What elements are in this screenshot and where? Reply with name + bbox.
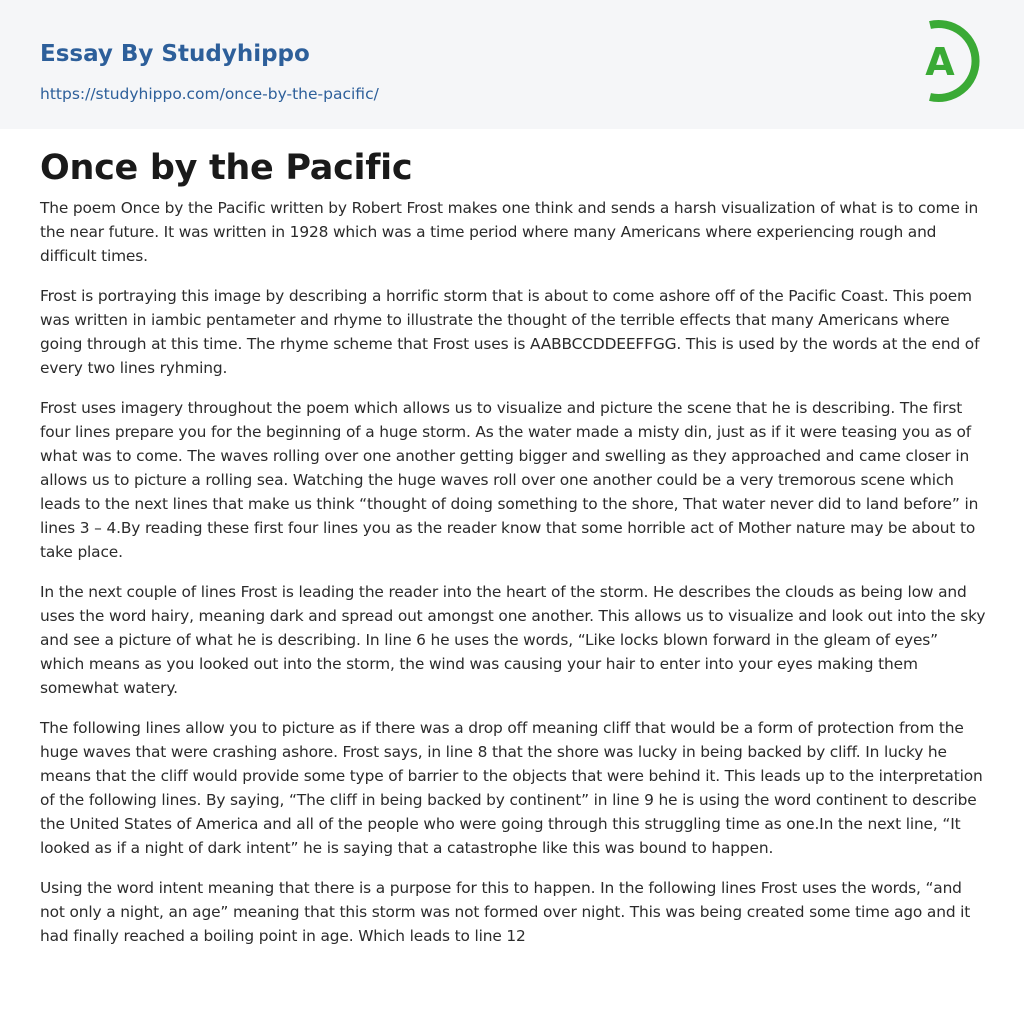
essay-paragraph-5: The following lines allow you to picture as if there was a drop off meaning cliff that would be a form of protection from the huge waves that were crashing ashore. Frost says, in line 8 that the shore was lucky in being backed by cliff. In lucky he means that the cliff would provide some type of barrier to the objects that were behind it. This leads up to the interpretation of the following lines. By saying, “The cliff in being backed by continent” in line 9 he is using the word continent to describe the United States of America and all of the people who were going through this struggling time as one.In the next line, “It looked as if a night of dark intent” he is saying that a catastrophe like this was bound to happen. xyxy=(40,719,983,857)
site-header xyxy=(0,0,1024,129)
essay-content xyxy=(40,129,986,964)
essay-paragraph-1: The poem Once by the Pacific written by Robert Frost makes one think and sends a harsh visualization of what is to come in the near future. It was written in 1928 which was a time period where many Americans where experiencing rough and difficult times. xyxy=(40,199,979,265)
studyhippo-logo-icon[interactable] xyxy=(904,17,988,105)
essay-paragraph-6: Using the word intent meaning that there is a purpose for this to happen. In the following lines Frost uses the words, “and not only a night, an age” meaning that this storm was not formed over night. This was being created some time ago and it had finally reached a boiling point in age. Which leads to line 12 xyxy=(40,879,971,945)
essay-paragraph-3: Frost uses imagery throughout the poem which allows us to visualize and picture the scene that he is describing. The first four lines prepare you for the beginning of a huge storm. As the water made a misty din, just as if it were teasing you as of what was to come. The waves rolling over one another getting bigger and swelling as they approached and came closer in allows us to picture a rolling sea. Watching the huge waves roll over one another could be a very tremorous scene which leads to the next lines that make us think “thought of doing something to the shore, That water never did to land before” in lines 3 – 4.By reading these first four lines you as the reader know that some horrible act of Mother nature may be about to take place. xyxy=(40,399,979,561)
essay-paragraph-4: In the next couple of lines Frost is leading the reader into the heart of the storm. He describes the clouds as being low and uses the word hairy, meaning dark and spread out amongst one another. This allows us to visualize and look out into the sky and see a picture of what he is describing. In line 6 he uses the words, “Like locks blown forward in the gleam of eyes” which means as you looked out into the storm, the wind was causing your hair to enter into your eyes making them somewhat watery. xyxy=(40,583,986,697)
logo-letter: A xyxy=(925,40,955,84)
page-url-link[interactable]: https://studyhippo.com/once-by-the-pacific/ xyxy=(40,85,379,103)
essay-paragraph-2: Frost is portraying this image by describing a horrific storm that is about to come ashore off of the Pacific Coast. This poem was written in iambic pentameter and rhyme to illustrate the thought of the terrible effects that many Americans where going through at this time. The rhyme scheme that Frost uses is AABBCCDDEEFFGG. This is used by the words at the end of every two lines ryhming. xyxy=(40,287,980,377)
site-brand[interactable]: Essay By Studyhippo xyxy=(40,41,310,67)
page-title: Once by the Pacific xyxy=(40,148,413,188)
